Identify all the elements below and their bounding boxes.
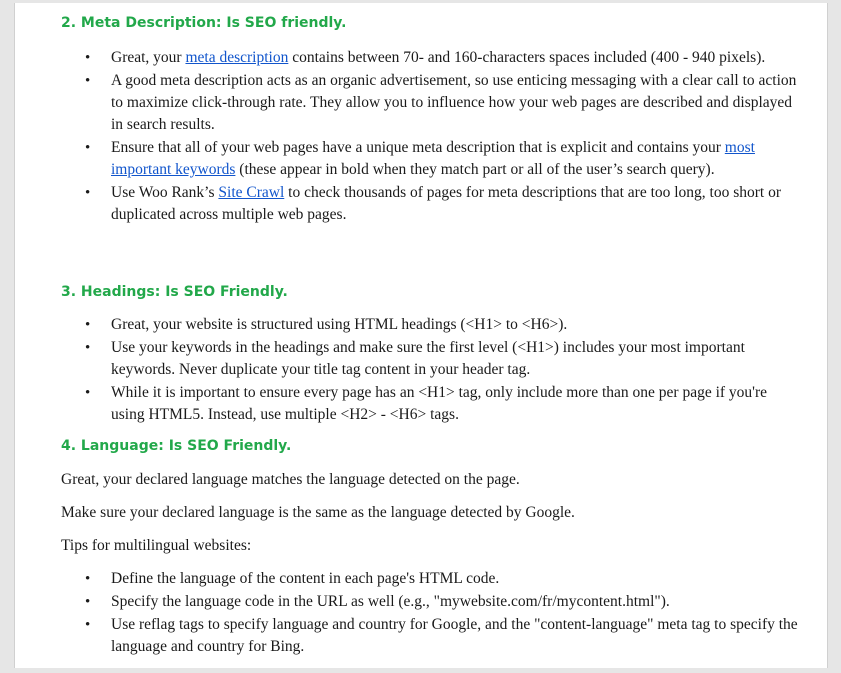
list-item: • Use reflag tags to specify language and country for Google, and the "content-language" meta tag to specify the language and country for Bing. [61, 614, 801, 658]
list-item: • Define the language of the content in each page's HTML code. [61, 568, 801, 590]
headings-heading: 3. Headings: Is SEO Friendly. [61, 284, 288, 300]
language-paragraph: Great, your declared language matches the language detected on the page. [61, 471, 520, 488]
list-item: • Specify the language code in the URL as well (e.g., "mywebsite.com/fr/mycontent.html"). [61, 591, 801, 613]
list-item: • Use your keywords in the headings and make sure the first level (<H1>) includes your most important keywords. Never duplicate your title tag content in your header tag. [61, 337, 801, 381]
meta-description-heading: 2. Meta Description: Is SEO friendly. [61, 15, 347, 31]
meta-description-list [61, 47, 801, 227]
list-item-text: (these appear in bold when they match part or all of the user’s search query). [235, 161, 715, 178]
list-item: • A good meta description acts as an organic advertisement, so use enticing messaging with a clear call to action to maximize click-through rate. They allow you to influence how your web pages are described and displayed in search results. [61, 70, 801, 136]
list-item-text: Ensure that all of your web pages have a unique meta description that is explicit and contains your [111, 139, 725, 156]
site-crawl-link[interactable]: Site Crawl [218, 184, 285, 201]
list-item [61, 47, 801, 69]
meta-description-link[interactable]: meta description [185, 49, 289, 66]
list-item-text: contains between 70- and 160-characters spaces included (400 - 940 pixels). [288, 49, 766, 66]
list-item-text: Great, your [111, 49, 186, 66]
language-heading: 4. Language: Is SEO Friendly. [61, 438, 292, 454]
list-item: • While it is important to ensure every page has an <H1> tag, only include more than one per page if you're using HTML5. Instead, use multiple <H2> - <H6> tags. [61, 382, 801, 426]
list-item [61, 137, 801, 181]
language-paragraph: Make sure your declared language is the same as the language detected by Google. [61, 504, 575, 521]
multilingual-tips-list [61, 568, 801, 659]
language-paragraph: Tips for multilingual websites: [61, 537, 252, 554]
most-important-keywords-link[interactable]: most important keywords [111, 139, 755, 178]
list-item: • Great, your website is structured using HTML headings (<H1> to <H6>). [61, 314, 801, 336]
list-item-text: to check thousands of pages for meta descriptions that are too long, too short or duplicated across multiple web pages. [111, 184, 782, 223]
document-page [14, 3, 828, 668]
list-item-text: Use Woo Rank’s [111, 184, 219, 201]
headings-list [61, 314, 801, 427]
list-item [61, 182, 801, 226]
